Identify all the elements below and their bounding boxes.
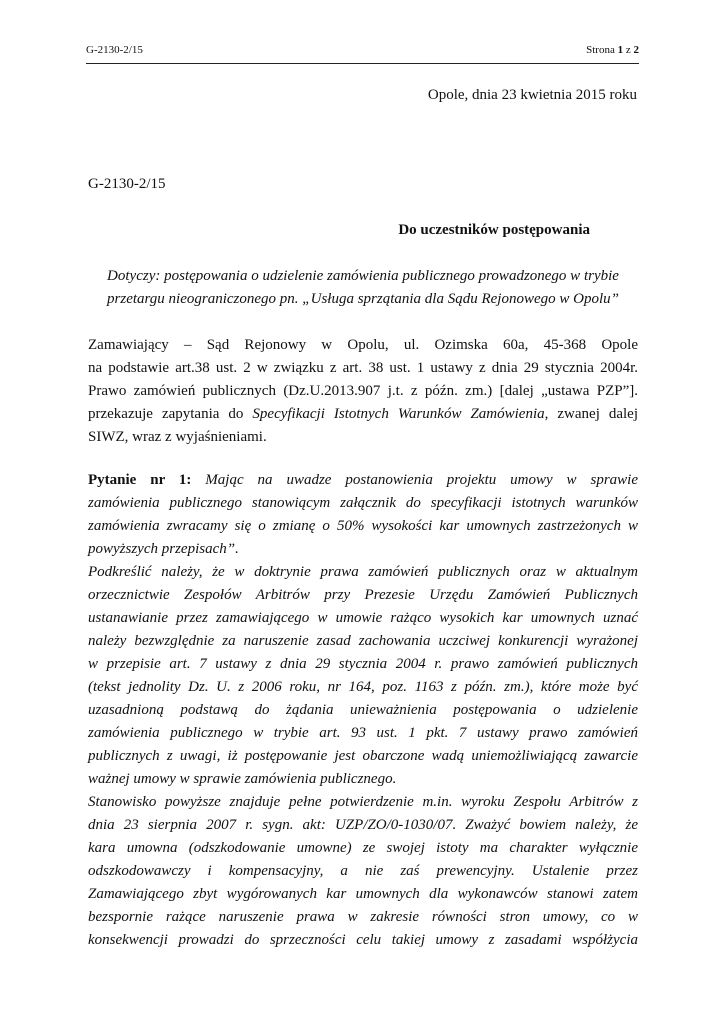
addressee: Do uczestników postępowania <box>398 222 590 238</box>
question-text: zamówienia publicznego w trybie art. 93 ust. 1 pkt. 7 ustawy prawo zamówień <box>88 725 638 741</box>
intro-line-1: Zamawiający – Sąd Rejonowy w Opolu, ul. Ozimska 60a, 45-368 Opole <box>88 337 638 353</box>
page-separator: z <box>625 44 631 56</box>
question-text: publicznych z uwagi, iż postępowanie jest obarczone wadą uniemożliwiającą zawarcie <box>88 748 638 764</box>
page-current: 1 <box>617 44 624 56</box>
question-text: uzasadnioną podstawą do żądania unieważnienia postępowania o udzielenie <box>88 702 638 718</box>
intro-line-4-c: , zwanej dalej <box>544 406 639 422</box>
intro-paragraph <box>88 334 638 449</box>
question-text: zamówienia publicznego stanowiącym załącznik do specyfikacji istotnych warunków <box>88 495 638 511</box>
page-prefix: Strona <box>586 44 615 56</box>
header-reference-number: G-2130-2/15 <box>86 44 143 56</box>
question-text: (tekst jednolity Dz. U. z 2006 roku, nr 164, poz. 1163 z późn. zm.), które może być <box>88 679 638 695</box>
question-text: należy bezwzględnie za naruszenie zasad zachowania uczciwej konkurencji wyrażonej <box>88 633 638 649</box>
subject-line-1: Dotyczy: postępowania o udzielenie zamówienia publicznego prowadzonego w trybie <box>107 268 619 284</box>
header-page-number <box>586 44 639 56</box>
header-divider <box>86 63 639 64</box>
subject <box>88 265 638 311</box>
intro-line-3: Prawo zamówień publicznych (Dz.U.2013.907 j.t. z późn. zm.) [dalej „ustawa PZP”]. <box>88 383 638 399</box>
question-text: odszkodowawczy i kompensacyjny, a nie zaś prewencyjny. Ustalenie przez <box>88 863 638 879</box>
question-text: w przepisie art. 7 ustawy z dnia 29 stycznia 2004 r. prawo zamówień publicznych <box>88 656 638 672</box>
intro-line-2: na podstawie art.38 ust. 2 w związku z art. 38 ust. 1 ustawy z dnia 29 stycznia 2004r. <box>88 360 638 376</box>
question-1 <box>88 469 638 952</box>
question-text: Podkreślić należy, że w doktrynie prawa zamówień publicznych oraz w aktualnym <box>88 564 638 580</box>
question-text: konsekwencji prowadzi do sprzeczności celu takiej umowy z zasadami współżycia <box>88 932 638 948</box>
intro-line-5: SIWZ, wraz z wyjaśnieniami. <box>88 429 267 445</box>
question-text: Mając na uwadze postanowienia projektu umowy w sprawie <box>191 472 638 488</box>
question-text: ważnej umowy w sprawie zamówienia publicznego. <box>88 771 397 787</box>
question-text: powyższych przepisach”. <box>88 541 239 557</box>
case-reference: G-2130-2/15 <box>88 176 166 192</box>
question-text: kara umowna (odszkodowanie umowne) ze swojej istoty ma charakter wyłącznie <box>88 840 638 856</box>
page-total: 2 <box>633 44 639 56</box>
question-text: Zamawiającego zbyt wygórowanych kar umownych dla wykonawców stanowi zatem <box>88 886 638 902</box>
intro-line-4 <box>88 403 638 426</box>
question-text: ustanawianie przez zamawiającego w umowie rażąco wysokich kar umownych uznać <box>88 610 638 626</box>
intro-line-4-a: przekazuje zapytania do <box>88 406 253 422</box>
question-1-label: Pytanie nr 1: <box>88 472 192 488</box>
question-text: bezspornie rażące naruszenie prawa w zakresie równości stron umowy, co w <box>88 909 638 925</box>
question-text: zamówienia zwracamy się o zmianę o 50% wysokości kar umownych zastrzeżonych w <box>88 518 638 534</box>
question-text: orzecznictwie Zespołów Arbitrów przy Prezesie Urzędu Zamówień Publicznych <box>88 587 638 603</box>
subject-line-2: przetargu nieograniczonego pn. „Usługa sprzątania dla Sądu Rejonowego w Opolu” <box>107 291 619 307</box>
question-text: Stanowisko powyższe znajduje pełne potwierdzenie m.in. wyroku Zespołu Arbitrów z <box>88 794 638 810</box>
page-header <box>86 44 639 64</box>
siwz-name: Specyfikacji Istotnych Warunków Zamówienia <box>252 406 545 422</box>
question-1-line <box>88 469 638 492</box>
document-date: Opole, dnia 23 kwietnia 2015 roku <box>427 87 637 103</box>
question-text: dnia 23 sierpnia 2007 r. sygn. akt: UZP/ZO/0-1030/07. Zważyć bowiem należy, że <box>88 817 638 833</box>
